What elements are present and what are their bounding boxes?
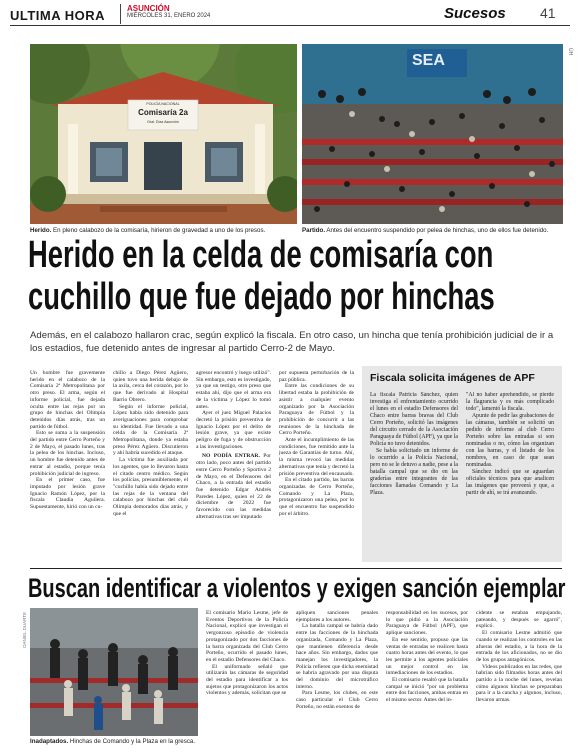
paragraph: por supuesta perturbación de la paz pública. <box>279 370 354 383</box>
paragraph: Ayer el juez Miguel Palacios decretó la prisión preventiva de Ignacio López por el delito de lesión grave, ya que existe peligro de fuga y de obstrucción a las investigaciones. <box>196 410 271 450</box>
story2-column-2 <box>296 610 378 750</box>
section-label: ULTIMA HORA <box>10 8 106 23</box>
side-credit: ÚH <box>567 48 573 56</box>
story2-column-1 <box>206 610 288 750</box>
story1-column-4 <box>279 370 354 560</box>
story2-column-4 <box>476 610 562 750</box>
story1-column-2 <box>113 370 188 560</box>
fans-fight-photo <box>30 608 198 736</box>
paragraph: Apunte de pedir las grabaciones de las cámaras, también se solicitó un pedido de informe al club Cerro Porteño sobre las entradas si son nominadas o no, cómo las organizan con las barras, y el listado de los nombres, en caso de que sean nominadas. <box>466 413 554 468</box>
sidebar-column-1 <box>370 392 458 558</box>
paragraph: El comisario resaltó que la batalla campal se inició "por un problema entre dos facciones, ambas entran en el mismo sector. Antes del in- <box>386 677 468 704</box>
paragraph: Por otro lado, poco antes del partido entre Cerro Porteño y Sportivo 2 de Mayo, en el Defensores del Chaco, a la entrada del estadio fue detenido Edgar Andrés Paredes López, quien el 22 de diciembre de 2022 fue favorecido con las medidas alternativas tras ser imputado <box>196 453 271 520</box>
paragraph: Esto se suma a la suspensión del partido entre Cerro Porteño y 2 de Mayo, el pasado lunes, tras la pelea de los hinchas. Incluso, un hombre fue detenido antes de entrar al estadio, porque tenía prohibición judicial de ingreso. <box>30 430 105 477</box>
story1-headline-line2: cuchillo que fue dejado por hinchas <box>28 276 495 318</box>
sign-main-text: Comisaría 2a <box>138 108 188 117</box>
paragraph: Un hombre fue gravemente herido en el calabozo de la Comisaría 2ª Metropolitana por otro preso. El arma, según el informe policial, fue dejada oculta entre las rejas por un grupo de hinchas del Olimpia detenidos días atrás, tras un partido de fútbol. <box>30 370 105 430</box>
paragraph: El uniformado señaló que utilizarán las cámaras de seguridad del estadio para identificar a los sujetos que protagonizaron los actos violentos y además, solicitan que se <box>206 663 288 697</box>
story1-deck: Además, en el calabozo hallaron crac, según explicó la fiscala. En otro caso, un hincha que tenía prohibición judicial de ir a los estadios, fue detenido antes de ingresar al partido Cerro-2 de Mayo. <box>30 330 554 354</box>
story2-column-3 <box>386 610 468 750</box>
photo-credit: DANIEL DUARTE <box>22 612 27 648</box>
paragraph: El comisario Lesme admitió que cuando se realizan los controles en las afueras del estadio, a la hora de la entrada de los aficionados, no se dio de los grupos antagónicos. <box>476 630 562 663</box>
paragraph: apliquen sanciones penales ejemplares a los autores. <box>296 610 378 623</box>
caption-text: Hinchas de Comando y la Plaza en la gresca. <box>68 738 196 745</box>
subhead: NO PODÍA ENTRAR. <box>202 453 260 460</box>
section-divider <box>30 568 562 569</box>
page-number: 41 <box>540 5 556 21</box>
paragraph: En el primer caso, fue imputado por lesión grave Ignacio Ramón López, por la fiscala Claudia Aguilera. Supuestamente, hirió con un cu- <box>30 477 105 511</box>
caption-lead: Herido. <box>30 227 52 234</box>
paragraph: cidente se estaban empujando, pateando, y después se agarró", explicó. <box>476 610 562 630</box>
paragraph: agresor encontró y luego utilizó". Sin embargo, esto es investigado, ya que un testigo, otro preso que estaba ahí, dijo que el arma era de la víctima y López lo tomó antes. <box>196 370 271 410</box>
sign-sub-text: Gral. Díaz Asunción <box>147 120 179 124</box>
paragraph: La batalla campal se habría dado entre las facciones de la hinchada organizada, Comando y La Plaza, que mantienen diferencia desde hace años. Sin embargo, dados que manejan los investigadores, la Policía refieren que dicha enemistad se habría agravado por una disputa del dominio del microtráfico interno. <box>296 623 378 690</box>
paragraph: La fiscala Patricia Sánchez, quien investiga el enfrentamiento ocurrido el lunes en el estadio Defensores del Chaco entre barras bravas del Club Cerro Porteño, solicitó las imágenes del circuito cerrado de la Asociación Paraguaya de Fútbol (APF), ya que la Policía no tuvo detenidos. <box>370 392 458 447</box>
police-station-photo <box>30 44 297 224</box>
paragraph: Se había solicitado un informe de lo ocurrido a la Policía Nacional, pero no se le detuvo a nadie, pese a la batalla campal que se dio en las graderías entre integrantes de las facciones llamadas Comando y La Plaza. <box>370 448 458 496</box>
paragraph: El comisario Mario Lesme, jefe de Eventos Deportivos de la Policía Nacional, explicó que investigan el vergonzoso episodio de violencia protagonizado por dos facciones de la barra organizada del Club Cerro Porteño, ocurrido el pasado lunes, en el estadio Defensores del Chaco. <box>206 610 288 663</box>
edition-brand: ASUNCIÓN <box>127 4 170 13</box>
paragraph: chillo a Diego Pérez Agüero, quien tuvo una herida debajo de la axila, cerca del corazón, por lo que fue derivado al Hospital Barrio Obrero. <box>113 370 188 403</box>
stadium-crowd-photo <box>302 44 563 224</box>
story2-photo-caption <box>30 738 202 746</box>
story1-column-1 <box>30 370 105 560</box>
paragraph: Entre las condiciones de su libertad estaba la prohibición de asistir a cualquier evento organizado por la Asociación Paraguaya de Fútbol y la prohibición de concurrir a las reuniones de la hinchada de Cerro Porteño. <box>279 383 354 437</box>
paragraph: Videos publicados en las redes, que habrían sido filmados horas antes del partido a la noche del lunes, revelan cómo algunos hinchas se preparaban para ir a la cancha y algunos, incluso, llevaron armas. <box>476 663 562 704</box>
caption-lead: Partido. <box>302 227 326 234</box>
paragraph: Para Lesme, los clubes, en este caso particular el Club Cerro Porteño, no están exentos de <box>296 690 378 710</box>
paragraph: En el citado partido, las barras organizadas de Cerro Porteño, Comando y La Plaza, protagonizaron una pelea, por lo que el encuentro fue suspendido por el árbitro. <box>279 477 354 517</box>
paragraph: Según el informe policial, López había sido detenido para averiguaciones para comprobar su identidad. Fue llevado a una celda de la Comisaría 2ª Metropolitana, donde ya estaba preso Pérez Agüero. Discutieron y ahí habría sucedido el ataque. <box>113 403 188 457</box>
header-divider <box>120 4 121 24</box>
sign-top-text: POLICÍA NACIONAL <box>146 102 180 106</box>
paragraph: Ante el incumplimiento de las condiciones, fue remitido ante la jueza de Garantías de turno. Ahí, la misma revocó las medidas alternativas que tenía y decretó la prisión preventiva del encausado. <box>279 437 354 477</box>
story2-headline: Buscan identificar a violentos y exigen sanción ejemplar <box>28 573 566 603</box>
banner-text: SEA <box>412 52 445 69</box>
caption-lead: Inadaptados. <box>30 738 69 745</box>
header-rule <box>10 25 570 26</box>
paragraph: La víctima fue auxiliada por los agentes, que lo llevaron hasta el citado centro médico. Según los policías, presumiblemente, el "cuchillo había sido dejado entre las rejas de la ventana del calabozo por hinchas del club Olimpia demorados días atrás, y que el <box>113 457 188 517</box>
edition-date: MIÉRCOLES 31, ENERO 2024 <box>127 13 211 19</box>
sidebar-column-2 <box>466 392 554 558</box>
story1-headline-line1: Herido en la celda de comisaría con <box>28 234 494 276</box>
paragraph: responsabilidad en los sucesos, por lo que pidió a la Asociación Paraguaya de Fútbol (APF), que aplique sanciones. <box>386 610 468 637</box>
story1-column-3 <box>196 370 271 560</box>
paragraph: "Al no haber aprehendido, se pierde la flagrancia y es más complicado todo", lamentó la fiscala. <box>466 392 554 412</box>
caption-text: Antes del encuentro suspendido por pelea de hinchas, uno de ellos fue detenido. <box>325 227 549 234</box>
paragraph: En ese sentido, propuso que las ventas de entradas se realicen hasta cuatro horas antes del evento, lo que les permite a los agentes policiales un mejor control en las inmediaciones de los estadios. <box>386 636 468 677</box>
sidebar-title: Fiscala solicita imágenes de APF <box>370 372 535 384</box>
caption-text: En pleno calabozo de la comisaría, hirieron de gravedad a uno de los presos. <box>51 227 266 234</box>
paragraph: Sánchez indicó que se aguardan oficiales técnicos para que analicen las imágenes que proveerá y que, a partir de ahí, se irá avanzando. <box>466 469 554 496</box>
section-name: Sucesos <box>444 5 506 22</box>
